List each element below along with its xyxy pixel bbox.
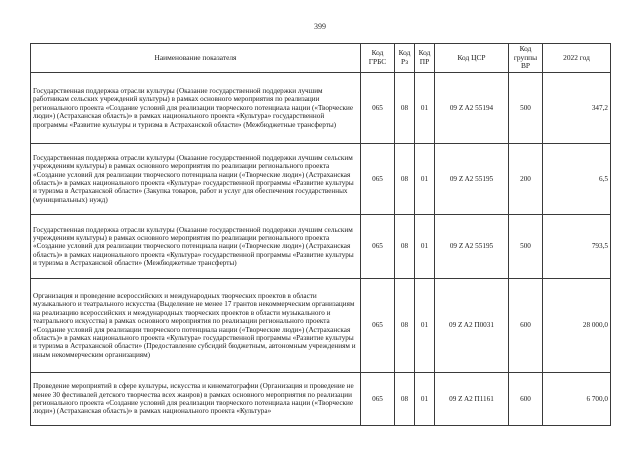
row-indicator-name: Организация и проведение всероссийских и международных творческих проектов в области музыкального и театрального искусства (Выделение не менее 17 грантов некоммерческим организациям на реализацию всероссийских и международных творческих проектов в области музыкального и театрального искусства) в рамках основного мероприятия по реализации регионального проекта «Создание условий для реализации творческого потенциала нации («Творческие люди») (Астраханская область)» в рамках национального проекта «Культура» государственной программы «Развитие культуры и туризма в Астраханской области» (Предоставление субсидий бюджетным, автономным учреждениям и иным некоммерческим организациям)	[31, 279, 361, 373]
row-vr-code: 500	[509, 73, 543, 144]
header-pr-code: Код ПР	[415, 44, 435, 73]
row-grbs-code: 065	[361, 373, 395, 426]
row-indicator-name: Государственная поддержка отрасли культуры (Оказание государственной поддержки лучшим сельским учреждениям культуры) в рамках основного мероприятия по реализации регионального проекта «Создание условий для реализации творческого потенциала нации («Творческие люди») (Астраханская область)» в рамках национального проекта «Культура» государственной программы «Развитие культуры и туризма в Астраханской области» (Межбюджетные трансферты)	[31, 215, 361, 279]
table-row	[31, 73, 611, 144]
table-row	[31, 215, 611, 279]
row-csr-code: 09 Z A2 55194	[435, 73, 509, 144]
row-pr-code: 01	[415, 279, 435, 373]
row-rz-code: 08	[395, 144, 415, 215]
row-rz-code: 08	[395, 373, 415, 426]
table-row	[31, 373, 611, 426]
table-header-row	[31, 44, 611, 73]
row-pr-code: 01	[415, 215, 435, 279]
row-csr-code: 09 Z A2 55195	[435, 144, 509, 215]
header-rz-code: Код Рз	[395, 44, 415, 73]
row-indicator-name: Проведение мероприятий в сфере культуры, искусства и кинематографии (Организация и проведение не менее 30 фестивалей детского творчества всех жанров) в рамках основного мероприятия по реализации регионального проекта «Создание условий для реализации творческого потенциала нации («Творческие люди») (Астраханская область)» в рамках национального проекта «Культура»	[31, 373, 361, 426]
row-amount-2022: 6 700,0	[543, 373, 611, 426]
row-vr-code: 600	[509, 279, 543, 373]
table-row	[31, 144, 611, 215]
row-vr-code: 600	[509, 373, 543, 426]
header-vr-code: Код группы ВР	[509, 44, 543, 73]
row-amount-2022: 6,5	[543, 144, 611, 215]
row-indicator-name: Государственная поддержка отрасли культуры (Оказание государственной поддержки лучшим сельским учреждениям культуры) в рамках основного мероприятия по реализации регионального проекта «Создание условий для реализации творческого потенциала нации («Творческие люди») (Астраханская область)» в рамках национального проекта «Культура» государственной программы «Развитие культуры и туризма в Астраханской области» (Закупка товаров, работ и услуг для обеспечения государственных (муниципальных) нужд)	[31, 144, 361, 215]
page-number: 399	[314, 22, 326, 31]
row-vr-code: 500	[509, 215, 543, 279]
row-amount-2022: 347,2	[543, 73, 611, 144]
row-rz-code: 08	[395, 215, 415, 279]
row-grbs-code: 065	[361, 279, 395, 373]
row-grbs-code: 065	[361, 144, 395, 215]
row-pr-code: 01	[415, 73, 435, 144]
table-row	[31, 279, 611, 373]
row-vr-code: 200	[509, 144, 543, 215]
header-grbs-code: Код ГРБС	[361, 44, 395, 73]
row-amount-2022: 28 000,0	[543, 279, 611, 373]
row-csr-code: 09 Z A2 П0031	[435, 279, 509, 373]
budget-table	[30, 43, 611, 426]
header-year-2022: 2022 год	[543, 44, 611, 73]
row-grbs-code: 065	[361, 73, 395, 144]
row-amount-2022: 793,5	[543, 215, 611, 279]
row-csr-code: 09 Z A2 П1161	[435, 373, 509, 426]
row-pr-code: 01	[415, 144, 435, 215]
row-rz-code: 08	[395, 73, 415, 144]
row-indicator-name: Государственная поддержка отрасли культуры (Оказание государственной поддержки лучшим работникам сельских учреждений культуры) в рамках основного мероприятия по реализации регионального проекта «Создание условий для реализации творческого потенциала нации («Творческие люди») (Астраханская область)» в рамках национального проекта «Культура» государственной программы «Развитие культуры и туризма в Астраханской области» (Межбюджетные трансферты)	[31, 73, 361, 144]
row-rz-code: 08	[395, 279, 415, 373]
row-grbs-code: 065	[361, 215, 395, 279]
header-csr-code: Код ЦСР	[435, 44, 509, 73]
header-indicator-name: Наименование показателя	[31, 44, 361, 73]
row-csr-code: 09 Z A2 55195	[435, 215, 509, 279]
row-pr-code: 01	[415, 373, 435, 426]
